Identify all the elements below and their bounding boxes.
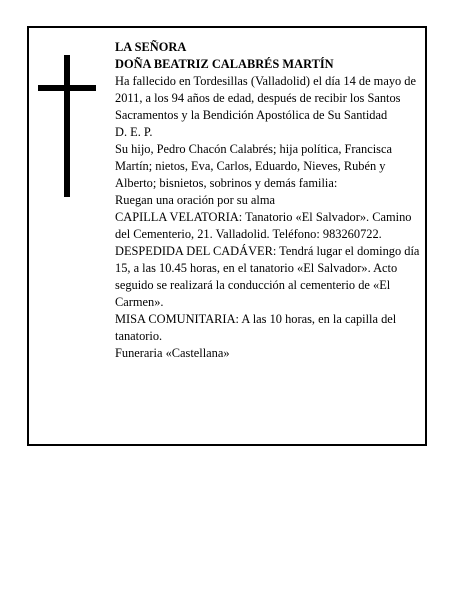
farewell-text: DESPEDIDA DEL CADÁVER: Tendrá lugar el domingo día 15, a las 10.45 horas, en el tanatorio «El Salvador». Acto seguido se realizará la conducción al cementerio de «El Carmen». — [115, 244, 420, 309]
cross-vertical-bar — [64, 55, 70, 197]
notice-body — [115, 39, 427, 362]
funeral-home-text: Funeraria «Castellana» — [115, 346, 230, 360]
deceased-name: DOÑA BEATRIZ CALABRÉS MARTÍN — [115, 57, 334, 71]
death-notice-text: Ha fallecido en Tordesillas (Valladolid) el día 14 de mayo de 2011, a los 94 años de edad, después de recibir los Santos Sacramentos y la Bendición Apostólica de Su Santidad — [115, 74, 416, 122]
prayer-text: Ruegan una oración por su alma — [115, 193, 275, 207]
mass-text: MISA COMUNITARIA: A las 10 horas, en la capilla del tanatorio. — [115, 312, 397, 343]
chapel-text: CAPILLA VELATORIA: Tanatorio «El Salvador». Camino del Cementerio, 21. Valladolid. Teléfono: 983260722. — [115, 210, 412, 241]
notice-title: LA SEÑORA — [115, 40, 187, 54]
dep-text: D. E. P. — [115, 125, 153, 139]
cross-icon — [38, 55, 96, 197]
cross-horizontal-bar — [38, 85, 96, 91]
family-text: Su hijo, Pedro Chacón Calabrés; hija política, Francisca Martín; nietos, Eva, Carlos, Eduardo, Nieves, Rubén y Alberto; bisnietos, sobrinos y demás familia: — [115, 142, 393, 190]
